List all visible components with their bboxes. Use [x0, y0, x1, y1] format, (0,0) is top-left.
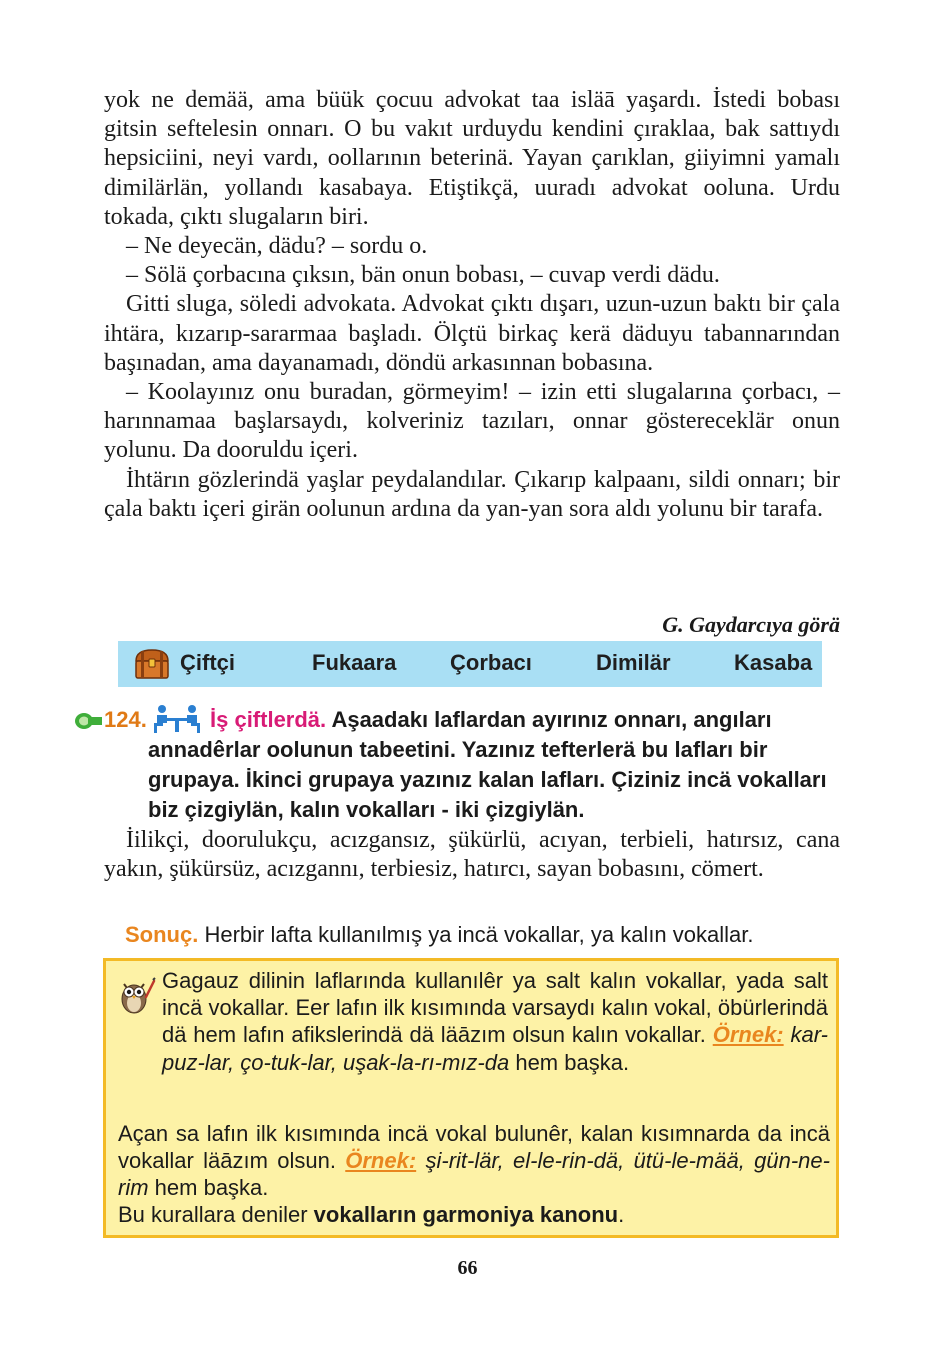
- rule-paragraph-1: [162, 967, 828, 1076]
- exercise-text: [148, 705, 844, 825]
- story-paragraph-6: İhtärın gözlerindä yaşlar peydalandılar. Çıkarıp kalpaanı, sildi onnarı; bir çala baktı içeri girän oolunun ardına da yan-yan sora aldı yolunu bir tarafa.: [104, 466, 840, 522]
- story-paragraph-1: yok ne demää, ama büük çocuu advokat taa isläā yaşardı. İstedi bobası gitsin seftelesin onnarı. O bu vakıt urduydu kendini çıraklaa, bak sattıydı hepsiciini, neyi vardı, oollarının beterinä. Yayan çarıklan, giiyimni yamalı dimilärlän, yollandı kasabaya. Etiştikçä, uuradı advokat ooluna. Urdu tokada, çıktı slugaların biri.: [104, 87, 840, 230]
- vocab-word-corbaci: Çorbacı: [450, 650, 532, 675]
- vocab-word-ciftci: Çiftçi: [180, 650, 235, 675]
- rule-p1-text: Gagauz dilinin laflarında kullanılêr ya salt kalın vokallar, yada salt incä vokallar. Eer lafın ilk kısımında varsaydı kalın vokal, öbürlerindä dä hem lafın afikslerindä dä läāzım olsun kalın vokallar.: [162, 968, 828, 1048]
- rule-p1-example: kar-puz-lar, ço-tuk-lar, uşak-la-rı-mız-da: [162, 1022, 828, 1075]
- rule-p1-tail: hem başka.: [515, 1049, 630, 1075]
- vocabulary-bar: [118, 641, 822, 687]
- owl-icon: [118, 975, 156, 1015]
- exercise-word-list: İilikçi, doorulukçu, acızgansız, şükürlü, acıyan, terbieli, hatırsız, cana yakın, şükürsüz, acızgannı, terbiesiz, hatırcı, sayan bobasını, cömert.: [104, 827, 840, 883]
- rule-paragraph-2: [118, 1120, 830, 1202]
- vocab-word-dimilar: Dimilär: [596, 650, 671, 675]
- rule-p1-example-label: Örnek:: [712, 1022, 784, 1048]
- exercise-badge-icon: [74, 712, 102, 730]
- rule-p2-example: şi-rit-lär, el-le-rin-dä, ütü-le-mää, gün-ne-rim: [118, 1148, 830, 1201]
- exercise-124: [74, 705, 844, 825]
- vocab-word-fukaara: Fukaara: [312, 650, 397, 675]
- treasure-chest-icon: [132, 647, 172, 681]
- exercise-instruction: Aşaadakı laflardan ayırınız onnarı, angıları annadêrlar oolunun tabeetini. Yazınız tefterlerä bu lafları bir grupaya. İkinci grupaya yazınız kalan lafları. Çiziniz incä vokalları biz çizgiylän, kalın vokalları - iki çizgiylän.: [148, 707, 827, 822]
- rule-p2-text: Açan sa lafın ilk kısımında incä vokal bulunêr, kalan kısımnarda da incä vokallar läāzım olsun.: [118, 1121, 830, 1174]
- story-source: G. Gaydarcıya görä: [662, 612, 840, 637]
- rule-p3-end: .: [618, 1202, 625, 1227]
- conclusion-text: Herbir lafta kullanılmış ya incä vokallar, ya kalın vokallar.: [204, 922, 754, 947]
- story-paragraph-3: – Sölä çorbacına çıksın, bän onun bobası, – cuvap verdi dädu.: [126, 262, 720, 289]
- rule-p3-text: Bu kurallara deniler: [118, 1202, 308, 1227]
- exercise-words: [104, 826, 840, 884]
- conclusion-label: Sonuç.: [125, 922, 199, 947]
- rule-paragraph-3: [118, 1201, 830, 1228]
- story-paragraph-5: – Koolayınız onu buradan, görmeyim! – izin etti slugalarına çorbacı, – harınnamaa başlarsaydı, kolveriniz tazıları, onnar göstereceklär onun yolunu. Da dooruldu içeri.: [104, 379, 840, 464]
- story-text: [104, 86, 840, 524]
- rule-p2-tail: hem başka.: [154, 1175, 269, 1201]
- vocab-word-kasaba: Kasaba: [734, 650, 813, 675]
- rule-p3-bold: vokalların garmoniya kanonu: [313, 1202, 619, 1227]
- exercise-number: 124.: [104, 707, 147, 732]
- exercise-lead: İş çiftlerdä.: [210, 707, 327, 732]
- rule-p2-example-label: Örnek:: [345, 1148, 417, 1174]
- conclusion: [125, 921, 845, 949]
- rule-box: [103, 958, 839, 1238]
- story-paragraph-4: Gitti sluga, söledi advokata. Advokat çıktı dışarı, uzun-uzun baktı bir çala ihtära, kızarıp-sararmaa başladı. Ölçtü birkaç kerä däduyu tabannarından başınadan, ama dayanamadı, döndü arkasınnan bobasına.: [104, 291, 840, 376]
- story-paragraph-2: – Ne deyecän, dädu? – sordu o.: [126, 233, 428, 260]
- page-number: 66: [457, 1257, 478, 1279]
- pair-work-icon: [150, 704, 204, 734]
